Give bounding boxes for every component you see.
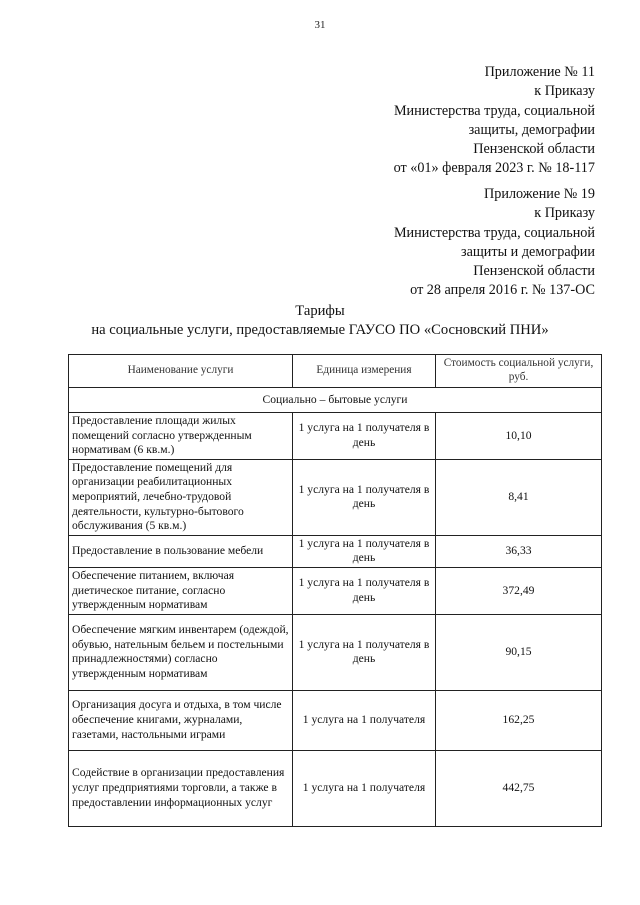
service-name: Предоставление площади жилых помещений согласно утвержденным нормативам (6 кв.м.) xyxy=(69,413,293,460)
title-line-2: на социальные услуги, предоставляемые ГАУСО ПО «Сосновский ПНИ» xyxy=(91,322,549,338)
title-line-1: Тарифы xyxy=(295,303,345,319)
appendix-block-current xyxy=(394,63,595,179)
header-price: Стоимость социальной услуги, руб. xyxy=(436,355,602,388)
service-price: 36,33 xyxy=(436,535,602,567)
service-price: 372,49 xyxy=(436,567,602,614)
service-name: Организация досуга и отдыха, в том числе обеспечение книгами, журналами, газетами, настольными играми xyxy=(69,690,293,750)
service-unit: 1 услуга на 1 получателя в день xyxy=(293,459,436,535)
table-row xyxy=(69,459,602,535)
table-row xyxy=(69,413,602,460)
appendix-line: Министерства труда, социальной xyxy=(393,102,595,119)
service-unit: 1 услуга на 1 получателя в день xyxy=(293,413,436,460)
service-unit: 1 услуга на 1 получателя в день xyxy=(293,535,436,567)
section-title: Социально – бытовые услуги xyxy=(69,388,602,413)
appendix-block-original xyxy=(394,185,595,301)
service-price: 8,41 xyxy=(436,459,602,535)
appendix-line: Пензенской области xyxy=(473,141,595,158)
service-unit: 1 услуга на 1 получателя в день xyxy=(293,614,436,690)
section-row xyxy=(69,388,602,413)
service-name: Содействие в организации предоставления услуг предприятиями торговли, а также в предоставлении информационных услуг xyxy=(69,750,293,826)
table-header-row xyxy=(69,355,602,388)
table-row xyxy=(69,567,602,614)
service-price: 442,75 xyxy=(436,750,602,826)
service-name: Предоставление в пользование мебели xyxy=(69,535,293,567)
service-name: Обеспечение мягким инвентарем (одеждой, обувью, нательным бельем и постельными принадлежностями) согласно утвержденным нормативам xyxy=(69,614,293,690)
appendix-line: защиты и демографии xyxy=(460,243,595,260)
service-unit: 1 услуга на 1 получателя в день xyxy=(293,567,436,614)
header-service-name: Наименование услуги xyxy=(69,355,293,388)
appendix-line: от 28 апреля 2016 г. № 137-ОС xyxy=(410,282,595,299)
service-price: 90,15 xyxy=(436,614,602,690)
appendix-line: защиты, демографии xyxy=(468,121,595,138)
service-unit: 1 услуга на 1 получателя xyxy=(293,750,436,826)
header-unit: Единица измерения xyxy=(293,355,436,388)
document-title xyxy=(0,302,640,340)
appendix-line: от «01» февраля 2023 г. № 18-117 xyxy=(393,160,595,177)
appendix-line: к Приказу xyxy=(534,205,595,222)
tariffs-table xyxy=(68,354,602,827)
table-row xyxy=(69,690,602,750)
table-row xyxy=(69,535,602,567)
appendix-line: Министерства труда, социальной xyxy=(393,224,595,241)
appendix-line: Приложение № 11 xyxy=(484,64,595,80)
table-row xyxy=(69,614,602,690)
service-price: 162,25 xyxy=(436,690,602,750)
appendix-line: Приложение № 19 xyxy=(484,186,595,202)
table-row xyxy=(69,750,602,826)
service-price: 10,10 xyxy=(436,413,602,460)
service-name: Предоставление помещений для организации реабилитационных мероприятий, лечебно-трудовой деятельности, культурно-бытового обслуживания (5 кв.м.) xyxy=(69,459,293,535)
page-number: 31 xyxy=(314,19,326,31)
appendix-line: к Приказу xyxy=(534,83,595,100)
service-unit: 1 услуга на 1 получателя xyxy=(293,690,436,750)
appendix-line: Пензенской области xyxy=(473,263,595,280)
service-name: Обеспечение питанием, включая диетическое питание, согласно утвержденным нормативам xyxy=(69,567,293,614)
